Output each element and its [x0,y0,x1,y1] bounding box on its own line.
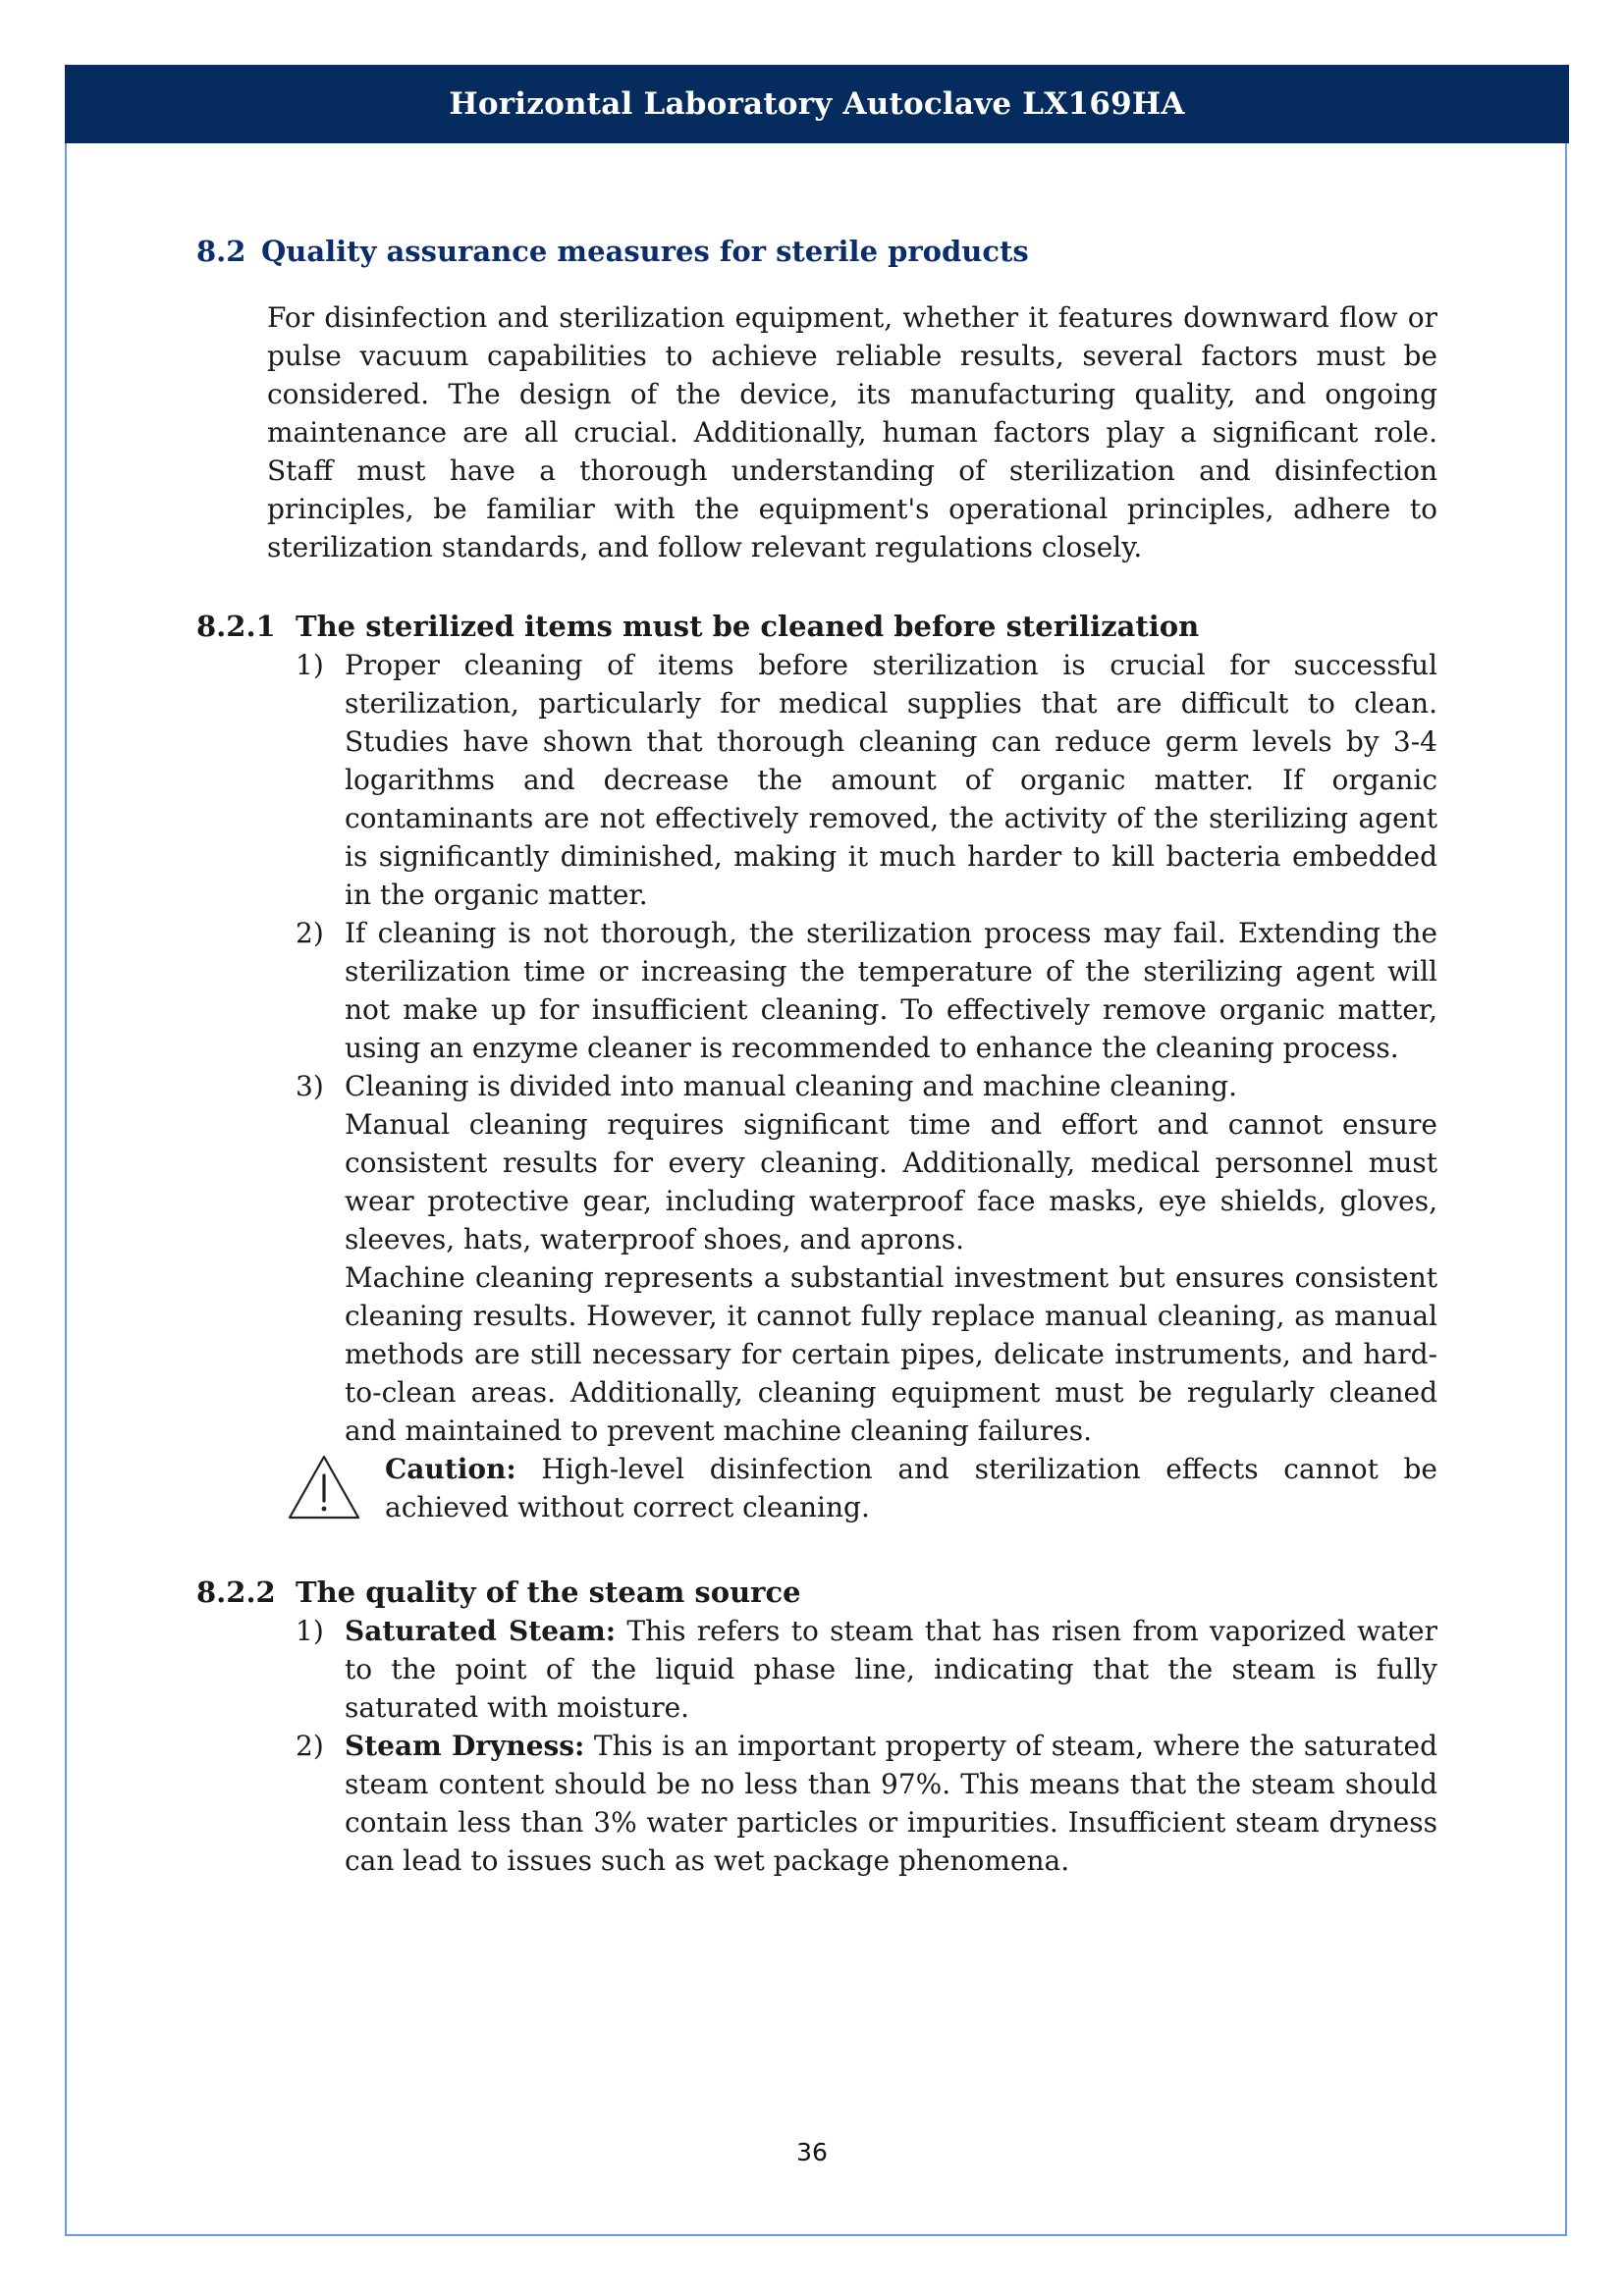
list-marker: 3) [296,1070,324,1102]
list-item [196,1612,1437,1727]
list-marker: 2) [296,917,324,949]
section-intro: For disinfection and sterilization equipment, whether it features downward flow or pulse vacuum capabilities to achieve reliable results, several factors must be considered. The design of the device, its manufacturing quality, and ongoing maintenance are all crucial. Additionally, human factors play a significant role. Staff must have a thorough understanding of sterilization and disinfection principles, be familiar with the equipment's operational principles, adhere to sterilization standards, and follow relevant regulations closely. [267,301,1437,563]
numbered-list [196,1612,1437,1880]
section-heading [196,232,1437,271]
list-item-text: Proper cleaning of items before sterilization is crucial for successful sterilization, particularly for medical supplies that are difficult to clean. Studies have shown that thorough cleaning can reduce germ levels by 3-4 logarithms and decrease the amount of organic matter. If organic contaminants are not effectively removed, the activity of the sterilizing agent is significantly diminished, making it much harder to kill bacteria embedded in the organic matter. [345,649,1437,911]
warning-triangle-icon [287,1454,361,1521]
caution-label: Caution: [385,1453,516,1485]
subsection-title: The sterilized items must be cleaned before sterilization [296,610,1200,643]
document-header [65,65,1569,143]
caution-text: High-level disinfection and sterilization effects cannot be achieved without correct cleaning. [385,1453,1437,1523]
section-title: Quality assurance measures for sterile products [261,235,1029,268]
subsection-number: 8.2.1 [196,610,276,643]
caution-note [196,1450,1437,1526]
document-title: Horizontal Laboratory Autoclave LX169HA [449,86,1185,122]
numbered-list [196,646,1437,1450]
term-label: Steam Dryness: [345,1730,585,1762]
term-label: Saturated Steam: [345,1615,617,1647]
section-number: 8.2 [196,235,246,268]
subsection-heading [196,608,1437,646]
list-item [196,914,1437,1067]
list-item-text: This refers to steam that has risen from vaporized water to the point of the liquid phase line, indicating that the steam is fully saturated with moisture. [345,1615,1437,1724]
subsection-heading [196,1574,1437,1612]
list-item-text: Cleaning is divided into manual cleaning and machine cleaning. [345,1070,1238,1102]
list-item-text: This is an important property of steam, where the saturated steam content should be no less than 97%. This means that the steam should contain less than 3% water particles or impurities. Insufficient steam dryness can lead to issues such as wet package phenomena. [345,1730,1438,1877]
subsection-title: The quality of the steam source [296,1575,801,1609]
page-content [196,232,1437,1880]
list-item [196,646,1437,914]
list-marker: 2) [296,1730,324,1762]
subsection-number: 8.2.2 [196,1575,276,1609]
list-marker: 1) [296,649,324,681]
list-item-text: If cleaning is not thorough, the sterilization process may fail. Extending the sterilization time or increasing the temperature of the sterilizing agent will not make up for insufficient cleaning. To effectively remove organic matter, using an enzyme cleaner is recommended to enhance the cleaning process. [345,917,1437,1064]
list-marker: 1) [296,1615,324,1647]
page-number: 36 [796,2138,828,2166]
list-item [196,1727,1437,1880]
list-item-paragraph: Machine cleaning represents a substantial investment but ensures consistent cleaning results. However, it cannot fully replace manual cleaning, as manual methods are still necessary for certain pipes, delicate instruments, and hard-to-clean areas. Additionally, cleaning equipment must be regularly cleaned and maintained to prevent machine cleaning failures. [345,1261,1437,1447]
list-item [196,1067,1437,1450]
list-item-paragraph: Manual cleaning requires significant time and effort and cannot ensure consistent results for every cleaning. Additionally, medical personnel must wear protective gear, including waterproof face masks, eye shields, gloves, sleeves, hats, waterproof shoes, and aprons. [345,1108,1437,1255]
